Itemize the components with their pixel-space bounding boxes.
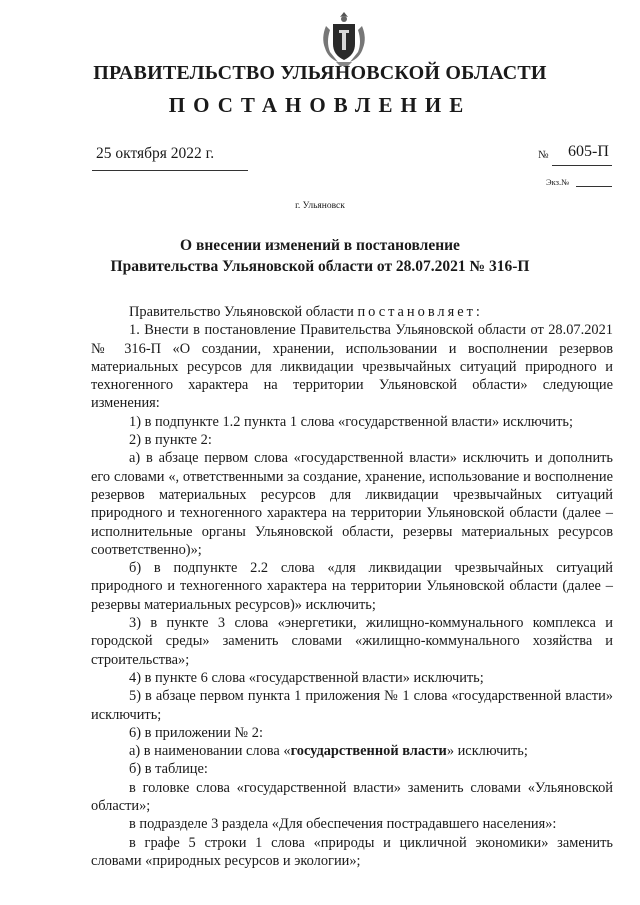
paragraph: б) в подпункте 2.2 слова «для ликвидации чрезвычайных ситуаций природного и техногенного характера на территории Ульяновской области (далее – резервы материальных ресурсов)» исключить;: [91, 560, 613, 613]
document-number: 605-П: [568, 143, 609, 160]
number-sign: №: [538, 149, 549, 161]
document-date: 25 октября 2022 г.: [96, 145, 215, 162]
paragraph: 5) в абзаце первом пункта 1 приложения № 1 слова «государственной власти» исключить;: [91, 688, 613, 723]
paragraph: 4) в пункте 6 слова «государственной власти» исключить;: [129, 669, 484, 686]
document-type: ПОСТАНОВЛЕНИЕ: [168, 93, 472, 117]
subject-line-1: О внесении изменений в постановление: [180, 237, 460, 254]
paragraph: 1. Внести в постановление Правительства Ульяновской области от 28.07.2021 № 316-П «О создании, хранении, использовании и восполнении резервов материальных ресурсов для ликвидации чрезвычайных ситуаций природного и техногенного характера на территории Ульяновской области» следующие изменения:: [91, 322, 613, 412]
date-underline: [92, 170, 248, 171]
document-body: [91, 303, 613, 870]
paragraph: а) в наименовании слова «государственной власти» исключить;: [129, 743, 528, 760]
city: г. Ульяновск: [295, 201, 345, 211]
copy-number-underline: [576, 186, 612, 187]
paragraph: 2) в пункте 2:: [129, 432, 212, 449]
subject-line-2: Правительства Ульяновской области от 28.07.2021 № 316-П: [110, 258, 530, 275]
paragraph: в подразделе 3 раздела «Для обеспечения пострадавшего населения»:: [129, 816, 557, 833]
paragraph: б) в таблице:: [129, 761, 208, 778]
paragraph: 6) в приложении № 2:: [129, 724, 263, 741]
paragraph: 1) в подпункте 1.2 пункта 1 слова «государственной власти» исключить;: [129, 413, 573, 430]
copy-number-label: Экз.№: [546, 177, 570, 187]
number-underline: [552, 165, 612, 166]
paragraph: а) в абзаце первом слова «государственной власти» исключить и дополнить его словами «, ответственными за создание, хранение, использование и восполнение резервов материальных ресурсов для ликвидации чрезвычайных ситуаций природного и техногенного характера на территории Ульяновской области (далее – исполнительные органы Ульяновской области, резервы материальных ресурсов соответственно)»;: [91, 450, 613, 558]
government-title: ПРАВИТЕЛЬСТВО УЛЬЯНОВСКОЙ ОБЛАСТИ: [93, 62, 547, 84]
coat-of-arms-icon: [318, 8, 370, 68]
paragraph: в головке слова «государственной власти» заменить словами «Ульяновской области»;: [91, 779, 613, 815]
paragraph: 3) в пункте 3 слова «энергетики, жилищно-коммунального комплекса и городской среды» заменить словами «жилищно-коммунального хозяйства и строительства»;: [91, 615, 613, 668]
preamble: Правительство Ульяновской области постановляет:: [129, 304, 483, 320]
document-subject: [0, 235, 640, 277]
paragraph: в графе 5 строки 1 слова «природы и цикличной экономики» заменить словами «природных ресурсов и экологии»;: [91, 834, 613, 869]
